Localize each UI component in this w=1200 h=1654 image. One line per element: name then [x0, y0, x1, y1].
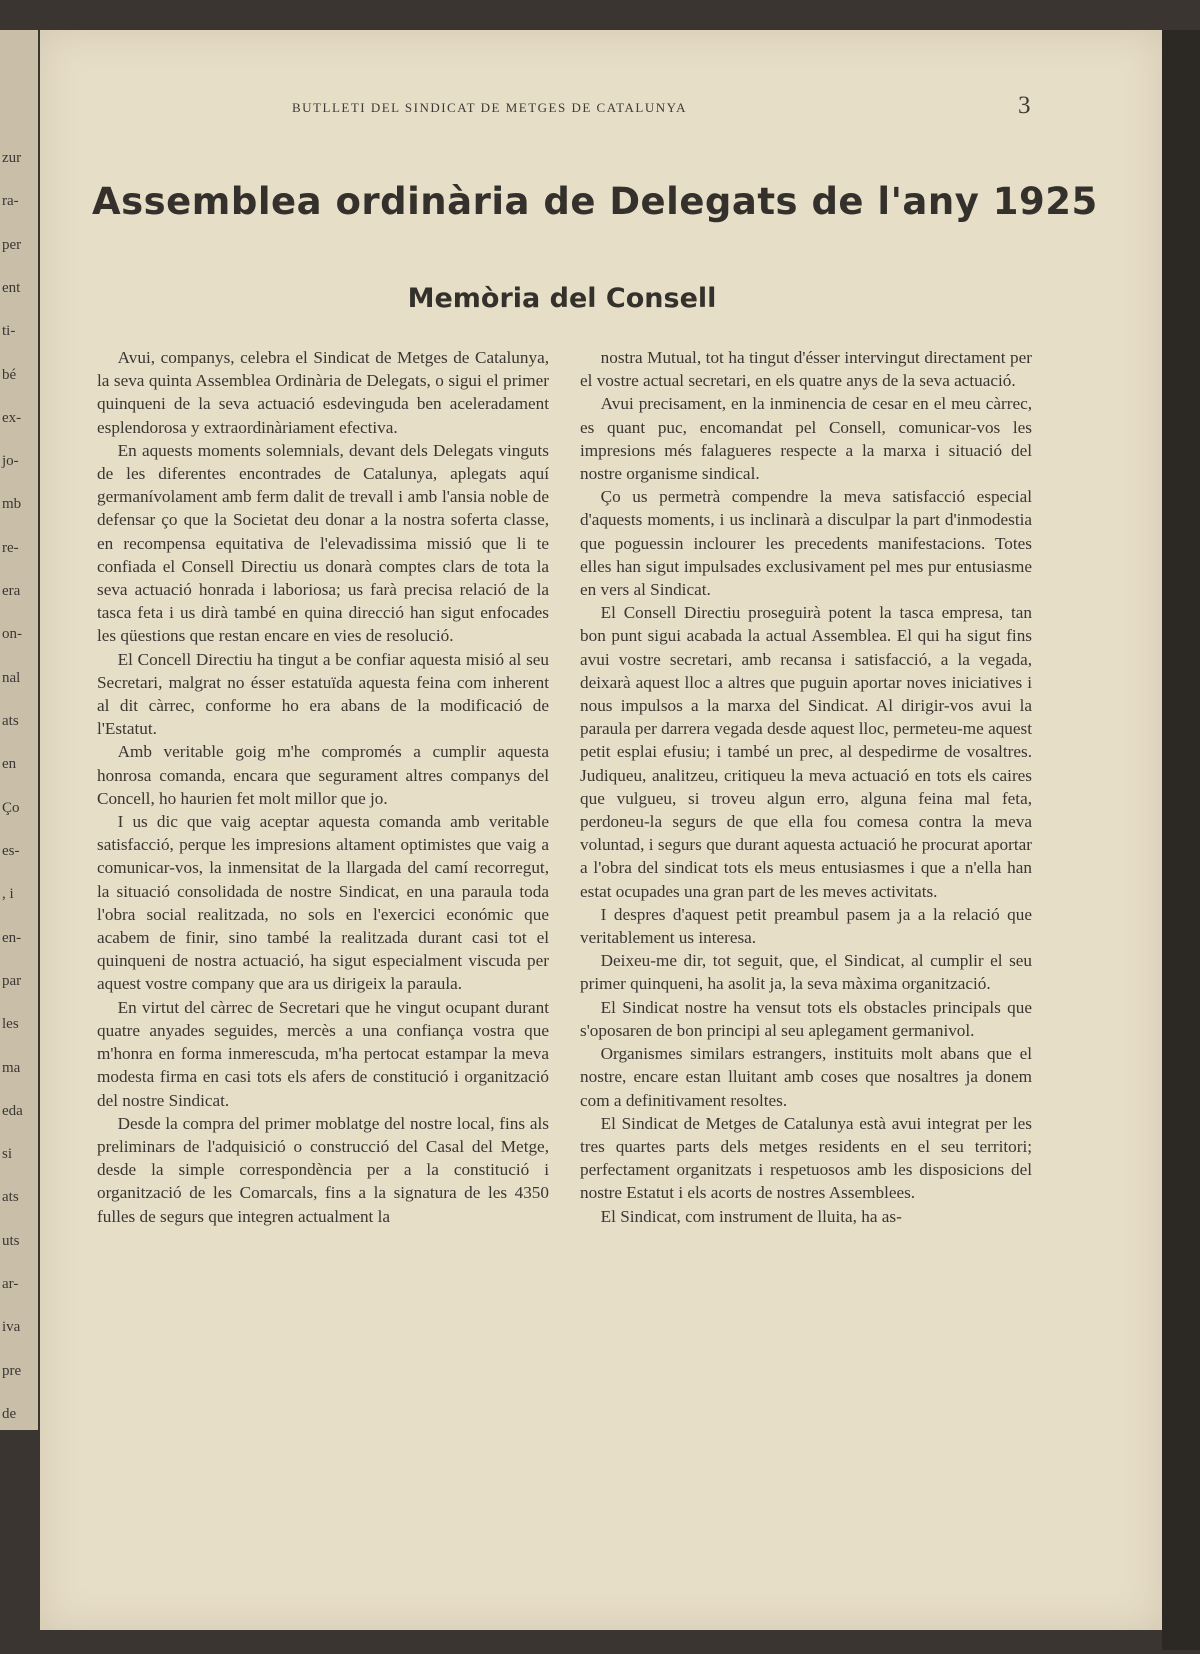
paragraph: El Sindicat, com instrument de lluita, ha as- [600, 1206, 902, 1226]
paragraph: Avui, companys, celebra el Sindicat de Metges de Catalunya, la seva quinta Assemblea Ordinària de Delegats, o sigui el primer quinqueni de la seva actuació esdevinguda ben aceleradament esplendorosa y extraordinàriament efectiva. [97, 348, 549, 437]
previous-page-fragment: ats [2, 1189, 19, 1206]
previous-page-edge [0, 30, 38, 1466]
paragraph: En virtut del càrrec de Secretari que he vingut ocupant durant quatre anyades seguides, mercès a una confiança vostra que m'honra en forma inmerescuda, m'ha pertocat estampar la meva modesta firma en casi tots els afers de constitució i organització del nostre Sindicat. [97, 997, 549, 1110]
previous-page-fragment: eda [2, 1102, 23, 1119]
paragraph: Desde la compra del primer moblatge del nostre local, fins als preliminars de l'adquisició o construcció del Casal del Metge, desde la simple correspondència per a la constitució i organització de les Comarcals, fins a la signatura de les 4350 fulles de segurs que integren actualment la [97, 1113, 549, 1226]
paragraph: I us dic que vaig aceptar aquesta comanda amb veritable satisfacció, perque les impresions altament optimistes que vaig a comunicar-vos, la inmensitat de la llargada del camí recorregut, la situació consolidada de nostre Sindicat, en una paraula toda l'obra social realitzada, no sols en l'exercici económic que acabem de finir, sino també la realitzada durant casi tot el quinqueni de nostra actuació, ha sigut especialment viscuda per aquest vostre company que ara us dirigeix la paraula. [97, 812, 549, 994]
previous-page-fragment: re- [2, 539, 19, 556]
paragraph: nostra Mutual, tot ha tingut d'ésser intervingut directament per el vostre actual secretari, en els quatre anys de la seva actuació. [580, 348, 1032, 391]
previous-page-fragment: Ço [2, 799, 20, 816]
previous-page-fragment: per [2, 236, 22, 253]
previous-page-fragment: s [2, 1449, 8, 1466]
previous-page-fragment: mb [2, 496, 22, 513]
paragraph: I despres d'aquest petit preambul pasem ja a la relació que veritablement us interesa. [580, 904, 1032, 948]
previous-page-fragment: ra- [2, 193, 19, 210]
previous-page-fragment: uts [2, 1232, 20, 1249]
previous-page-fragment: ex- [2, 409, 22, 426]
paragraph: Deixeu-me dir, tot seguit, que, el Sindicat, al cumplir el seu primer quinqueni, ha asolit ja, la seva màxima organització. [580, 951, 1032, 994]
previous-page-fragment: ma [2, 1059, 21, 1076]
paragraph: Ço us permetrà compendre la meva satisfacció especial d'aquests moments, i us inclinarà a disculpar la part d'inmodestia que poguessin inclourer les precedents manifestacions. Totes elles han sigut impulsades exclusivament pel mes pur entusiasme en vers al Sindicat. [580, 487, 1032, 600]
paragraph: En aquests moments solemnials, devant dels Delegats vinguts de les diferentes encontrades de Catalunya, aplegats aquí germanívolament amb ferm dalit de trevall i amb l'ansia noble de defensar ço que la Societat deu donar a la nostra soferta classe, en recompensa equitativa de l'elevadissima missió que li te confiada el Consell Directiu us donarà comptes clars de tota la seva actuació honrada i laboriosa; us farà precisa relació de la tasca feta i us dirà també en quina direcció han sigut enfocades les qüestions que restan encare en vies de resolució. [97, 440, 549, 646]
binding-edge [1162, 30, 1200, 1650]
previous-page-fragment: era [2, 583, 21, 600]
previous-page-fragment: pre [2, 1362, 22, 1379]
previous-page-fragment: zur [2, 150, 22, 166]
previous-page-fragment: iva [2, 1319, 21, 1336]
previous-page-fragment: jo- [2, 453, 19, 470]
paragraph: Amb veritable goig m'he compromés a cumplir aquesta honrosa comanda, encara que segurament altres companys del Concell, ho haurien fet molt millor que jo. [97, 742, 549, 808]
paragraph: Organismes similars estrangers, instituits molt abans que el nostre, encare estan lluitant amb coses que nosaltres ja donem com a definitivament resoltes. [580, 1044, 1032, 1110]
previous-page-fragment: es- [2, 842, 20, 859]
left-column [97, 346, 549, 1228]
paragraph: El Sindicat de Metges de Catalunya està avui integrat per les tres quartes parts dels metges residents en el seu territori; perfectament organitzats i respetuosos amb les disposicions del nostre Estatut i els acorts de nostres Assemblees. [580, 1113, 1032, 1203]
paragraph: Avui precisament, en la inminencia de cesar en el meu càrrec, es quant puc, encomandat pel Consell, comunicar-vos les impresions més falagueres respecte a la marxa i situació del nostre organisme sindical. [580, 394, 1032, 484]
previous-page-fragment: nal [2, 669, 21, 686]
previous-page-fragment: , i [2, 886, 14, 903]
previous-page-fragment: on- [2, 626, 22, 643]
previous-page-fragment: les [2, 1016, 19, 1033]
paragraph: El Concell Directiu ha tingut a be confiar aquesta misió al seu Secretari, malgrat no ésser estatuïda aquesta feina com inherent al dit càrrec, conforme ho era abans de la modificació de l'Estatut. [97, 649, 549, 739]
right-column [580, 346, 1032, 1228]
previous-page-fragment: en- [2, 929, 22, 946]
previous-page-fragment: ats [2, 713, 19, 730]
previous-page-fragment: ar- [2, 1276, 19, 1293]
paragraph: El Consell Directiu proseguirà potent la tasca empresa, tan bon punt sigui acabada la actual Assemblea. El qui ha sigut fins avui vostre secretari, amb recansa i satisfacció, a la vegada, deixarà aquest lloc a altres que puguin aportar noves iniciatives i nous impulsos a la marxa del Sindicat. Al dirigir-vos avui la paraula per darrera vegada desde aquest lloc, permeteu-me aquest petit esplai efusiu; i també un prec, al despedirme de vosaltres. Judiqueu, analitzeu, critiqueu la meva actuació en tots els caires que vulgueu, si troveu algun erro, alguna feina mal feta, perdoneu-la segurs de que ella fou comesa contra la meva voluntad, i segurs que durant aquesta actuació he procurat aportar a l'obra del sindicat tots els meus entusiasmes i que a n'ella han estat ocupades una gran part de les meves activitats. [580, 603, 1032, 901]
previous-page-fragment: ent [2, 279, 21, 296]
page-number: 3 [1018, 92, 1031, 119]
previous-page-fragment: par [2, 972, 22, 989]
previous-page-fragment: en [2, 756, 17, 773]
article-title: Assemblea ordinària de Delegats de l'any 1925 [92, 180, 1098, 223]
previous-page-fragment: bé [2, 366, 17, 383]
paragraph: El Sindicat nostre ha vensut tots els obstacles principals que s'oposaren de bon principi al seu aplegament germanivol. [580, 997, 1032, 1040]
previous-page-fragment: si [2, 1146, 13, 1163]
previous-page-fragment: ti- [2, 323, 16, 340]
running-header: BUTLLETI DEL SINDICAT DE METGES DE CATALUNYA [292, 100, 687, 115]
previous-page-fragment: de [2, 1405, 17, 1422]
article-subtitle: Memòria del Consell [407, 283, 717, 314]
